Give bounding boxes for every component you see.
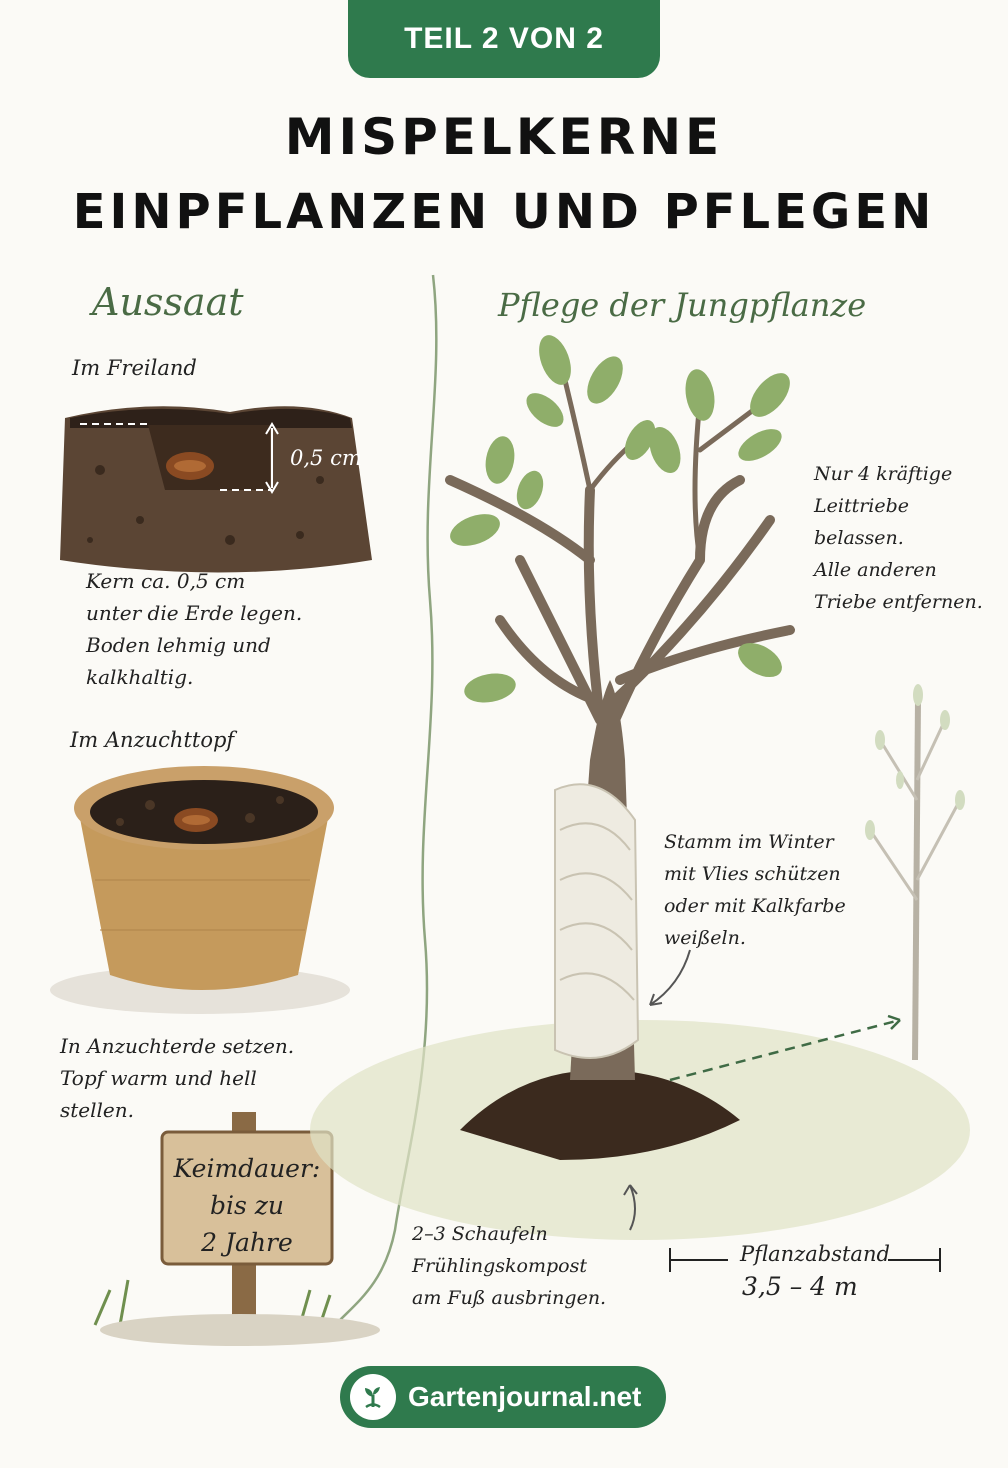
- soil-cross-section: [60, 406, 372, 572]
- anzucht-note: In Anzuchterde setzen. Topf warm und hell stellen.: [60, 1034, 295, 1122]
- depth-label: 0,5 cm: [290, 446, 362, 470]
- trunk-note: Stamm im Winter mit Vlies schützen oder mit Kalkfarbe weißeln.: [664, 831, 846, 949]
- freiland-note: Kern ca. 0,5 cm unter die Erde legen. Boden lehmig und kalkhaltig.: [86, 569, 303, 689]
- label-anzuchttopf: Im Anzuchttopf: [70, 728, 235, 752]
- sign-text: Keimdauer: bis zu 2 Jahre: [173, 1154, 321, 1257]
- spacing-label: Pflanzabstand: [740, 1242, 890, 1266]
- spacing-value: 3,5 – 4 m: [742, 1272, 858, 1301]
- peat-pot: [50, 766, 350, 1014]
- page-title-line2: EINPFLANZEN UND PFLEGEN: [72, 184, 936, 240]
- section-heading-aussaat: Aussaat: [92, 280, 244, 324]
- sprout-icon: [350, 1374, 396, 1420]
- pruning-note: Nur 4 kräftige Leittriebe belassen. Alle anderen Triebe entfernen.: [814, 463, 983, 613]
- part-badge: TEIL 2 VON 2: [348, 0, 660, 78]
- footer-brand-pill[interactable]: [340, 1366, 666, 1428]
- page-title-line1: MISPELKERNE: [284, 108, 724, 166]
- compost-note: 2–3 Schaufeln Frühlingskompost am Fuß ausbringen.: [412, 1223, 607, 1309]
- section-heading-pflege: Pflege der Jungpflanze: [498, 286, 867, 324]
- label-freiland: Im Freiland: [72, 356, 197, 380]
- small-tree: [865, 684, 965, 1060]
- footer-site-name: Gartenjournal.net: [408, 1381, 642, 1412]
